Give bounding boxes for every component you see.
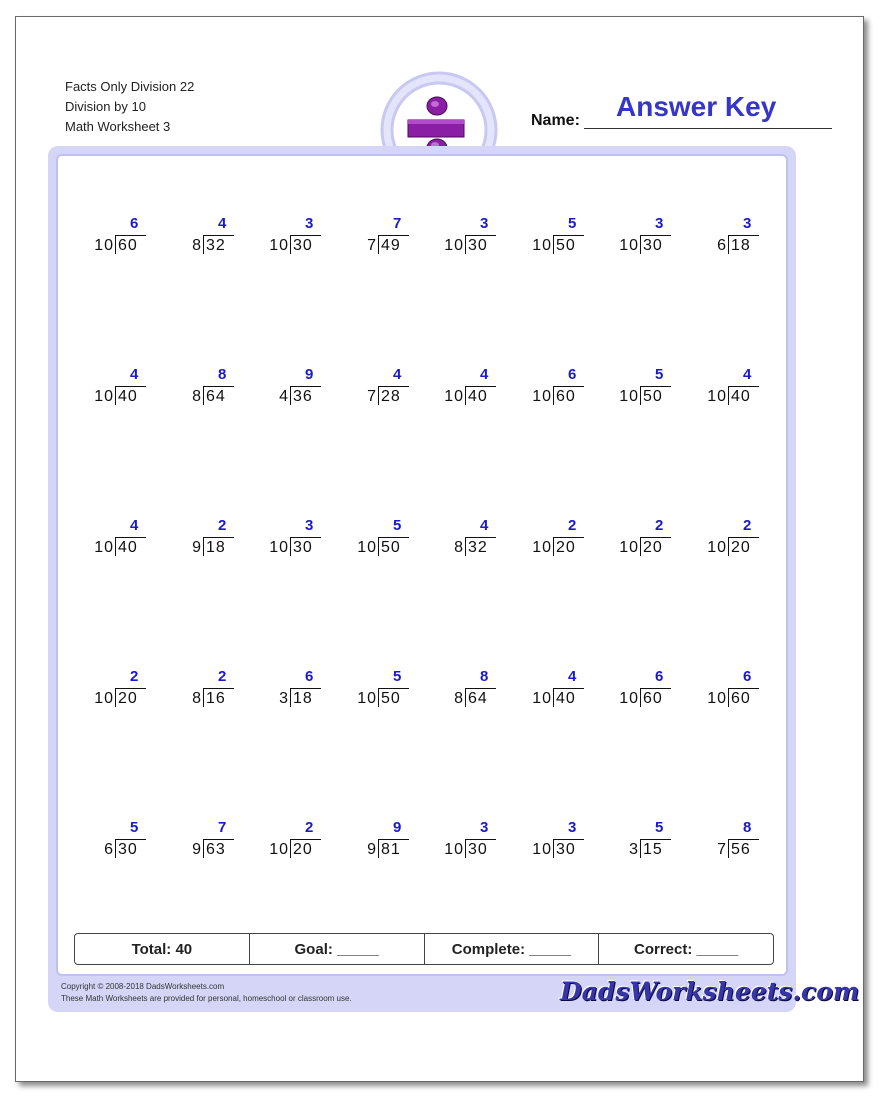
- divisor: 8: [454, 690, 464, 707]
- division-problem: [437, 215, 517, 275]
- divisor: 7: [367, 237, 377, 254]
- quotient-answer: 6: [743, 668, 752, 685]
- quotient-answer: 4: [568, 668, 577, 685]
- brand-logo: DadsWorksheets.com: [560, 977, 860, 1006]
- quotient-answer: 3: [655, 215, 664, 232]
- dividend: 18: [206, 539, 226, 556]
- quotient-answer: 4: [130, 366, 139, 383]
- goal-cell: Goal: _____: [250, 934, 425, 964]
- division-problem: [437, 366, 517, 426]
- dividend: 50: [381, 539, 401, 556]
- divisor: 10: [269, 841, 289, 858]
- divisor: 7: [717, 841, 727, 858]
- quotient-answer: 9: [393, 819, 402, 836]
- division-problem: [525, 819, 605, 879]
- dividend: 63: [206, 841, 226, 858]
- divisor: 10: [444, 388, 464, 405]
- dividend: 50: [381, 690, 401, 707]
- quotient-answer: 2: [655, 517, 664, 534]
- divisor: 10: [619, 388, 639, 405]
- division-problem: [350, 668, 430, 728]
- divisor: 10: [357, 539, 377, 556]
- divisor: 8: [192, 388, 202, 405]
- name-line: [584, 128, 832, 129]
- quotient-answer: 3: [480, 819, 489, 836]
- divisor: 10: [269, 539, 289, 556]
- dividend: 32: [206, 237, 226, 254]
- quotient-answer: 4: [130, 517, 139, 534]
- divisor: 10: [444, 841, 464, 858]
- division-problem: [262, 366, 342, 426]
- usage-line: These Math Worksheets are provided for personal, homeschool or classroom use.: [61, 994, 352, 1003]
- division-problem: [87, 819, 167, 879]
- dividend: 60: [643, 690, 663, 707]
- divisor: 10: [532, 690, 552, 707]
- division-problem: [350, 215, 430, 275]
- quotient-answer: 5: [130, 819, 139, 836]
- division-problem: [700, 819, 780, 879]
- divisor: 10: [94, 539, 114, 556]
- divisor: 8: [454, 539, 464, 556]
- dividend: 60: [118, 237, 138, 254]
- divisor: 9: [192, 539, 202, 556]
- division-problem: [525, 215, 605, 275]
- dividend: 20: [731, 539, 751, 556]
- division-problem: [87, 215, 167, 275]
- division-problem: [700, 517, 780, 577]
- division-problem: [612, 819, 692, 879]
- quotient-answer: 4: [218, 215, 227, 232]
- division-problem: [262, 668, 342, 728]
- quotient-answer: 5: [655, 819, 664, 836]
- divisor: 4: [279, 388, 289, 405]
- division-problem: [437, 517, 517, 577]
- quotient-answer: 6: [305, 668, 314, 685]
- division-problem: [175, 668, 255, 728]
- divisor: 8: [192, 690, 202, 707]
- dividend: 49: [381, 237, 401, 254]
- quotient-answer: 4: [743, 366, 752, 383]
- division-problem: [350, 517, 430, 577]
- division-problem: [525, 517, 605, 577]
- quotient-answer: 8: [480, 668, 489, 685]
- divisor: 6: [104, 841, 114, 858]
- quotient-answer: 7: [218, 819, 227, 836]
- division-problem: [525, 668, 605, 728]
- division-problem: [700, 366, 780, 426]
- dividend: 40: [118, 539, 138, 556]
- quotient-answer: 2: [218, 668, 227, 685]
- division-problem: [175, 517, 255, 577]
- division-problem: [87, 517, 167, 577]
- divisor: 10: [269, 237, 289, 254]
- division-problem: [612, 668, 692, 728]
- quotient-answer: 4: [393, 366, 402, 383]
- divisor: 10: [94, 237, 114, 254]
- quotient-answer: 9: [305, 366, 314, 383]
- dividend: 40: [556, 690, 576, 707]
- dividend: 30: [293, 539, 313, 556]
- division-problem: [175, 819, 255, 879]
- divisor: 8: [192, 237, 202, 254]
- quotient-answer: 2: [743, 517, 752, 534]
- dividend: 20: [556, 539, 576, 556]
- quotient-answer: 2: [218, 517, 227, 534]
- division-problem: [612, 517, 692, 577]
- divisor: 10: [357, 690, 377, 707]
- dividend: 30: [468, 841, 488, 858]
- dividend: 30: [293, 237, 313, 254]
- copyright-line: Copyright © 2008-2018 DadsWorksheets.com: [61, 982, 225, 991]
- division-problem: [175, 366, 255, 426]
- dividend: 30: [643, 237, 663, 254]
- divisor: 10: [619, 539, 639, 556]
- dividend: 16: [206, 690, 226, 707]
- division-problem: [262, 517, 342, 577]
- quotient-answer: 2: [305, 819, 314, 836]
- division-problem: [262, 819, 342, 879]
- dividend: 32: [468, 539, 488, 556]
- worksheet-number: Math Worksheet 3: [65, 119, 171, 134]
- divisor: 10: [707, 539, 727, 556]
- divisor: 10: [532, 841, 552, 858]
- dividend: 15: [643, 841, 663, 858]
- dividend: 64: [468, 690, 488, 707]
- dividend: 36: [293, 388, 313, 405]
- quotient-answer: 7: [393, 215, 402, 232]
- division-problem: [262, 215, 342, 275]
- worksheet-header: [65, 77, 194, 137]
- quotient-answer: 6: [130, 215, 139, 232]
- worksheet-title: Facts Only Division 22: [65, 79, 195, 94]
- dividend: 50: [643, 388, 663, 405]
- dividend: 40: [731, 388, 751, 405]
- dividend: 50: [556, 237, 576, 254]
- divisor: 10: [94, 388, 114, 405]
- division-problem: [350, 366, 430, 426]
- divisor: 9: [367, 841, 377, 858]
- dividend: 18: [731, 237, 751, 254]
- quotient-answer: 4: [480, 517, 489, 534]
- divisor: 7: [367, 388, 377, 405]
- division-problem: [525, 366, 605, 426]
- divisor: 10: [94, 690, 114, 707]
- dividend: 20: [293, 841, 313, 858]
- dividend: 30: [118, 841, 138, 858]
- quotient-answer: 3: [305, 215, 314, 232]
- quotient-answer: 4: [480, 366, 489, 383]
- division-problem: [175, 215, 255, 275]
- quotient-answer: 5: [655, 366, 664, 383]
- division-problem: [700, 215, 780, 275]
- dividend: 28: [381, 388, 401, 405]
- divisor: 10: [619, 237, 639, 254]
- dividend: 20: [118, 690, 138, 707]
- complete-cell: Complete: _____: [425, 934, 600, 964]
- quotient-answer: 8: [743, 819, 752, 836]
- answer-key-title: Answer Key: [616, 91, 777, 122]
- dividend: 30: [468, 237, 488, 254]
- divisor: 10: [532, 539, 552, 556]
- divisor: 3: [629, 841, 639, 858]
- dividend: 30: [556, 841, 576, 858]
- quotient-answer: 6: [568, 366, 577, 383]
- quotient-answer: 5: [568, 215, 577, 232]
- quotient-answer: 3: [743, 215, 752, 232]
- quotient-answer: 2: [130, 668, 139, 685]
- quotient-answer: 8: [218, 366, 227, 383]
- divisor: 10: [707, 388, 727, 405]
- total-cell: Total: 40: [75, 934, 250, 964]
- division-problem: [437, 668, 517, 728]
- divisor: 9: [192, 841, 202, 858]
- dividend: 40: [468, 388, 488, 405]
- division-problem: [87, 668, 167, 728]
- division-problem: [612, 366, 692, 426]
- divisor: 10: [619, 690, 639, 707]
- dividend: 40: [118, 388, 138, 405]
- name-label: Name:: [531, 112, 580, 129]
- dividend: 60: [731, 690, 751, 707]
- divisor: 10: [444, 237, 464, 254]
- division-problem: [87, 366, 167, 426]
- correct-cell: Correct: _____: [634, 940, 739, 958]
- divisor: 6: [717, 237, 727, 254]
- quotient-answer: 3: [568, 819, 577, 836]
- quotient-answer: 3: [480, 215, 489, 232]
- score-table: [74, 933, 774, 965]
- dividend: 81: [381, 841, 401, 858]
- division-problem: [437, 819, 517, 879]
- divisor: 10: [707, 690, 727, 707]
- dividend: 20: [643, 539, 663, 556]
- quotient-answer: 3: [305, 517, 314, 534]
- dividend: 18: [293, 690, 313, 707]
- divisor: 10: [532, 237, 552, 254]
- divisor: 10: [532, 388, 552, 405]
- division-problem: [700, 668, 780, 728]
- dividend: 64: [206, 388, 226, 405]
- quotient-answer: 5: [393, 668, 402, 685]
- quotient-answer: 2: [568, 517, 577, 534]
- dividend: 56: [731, 841, 751, 858]
- divisor: 3: [279, 690, 289, 707]
- division-problem: [350, 819, 430, 879]
- quotient-answer: 6: [655, 668, 664, 685]
- copyright-notice: [61, 981, 352, 1005]
- worksheet-subtitle: Division by 10: [65, 99, 146, 114]
- dividend: 60: [556, 388, 576, 405]
- division-problem: [612, 215, 692, 275]
- quotient-answer: 5: [393, 517, 402, 534]
